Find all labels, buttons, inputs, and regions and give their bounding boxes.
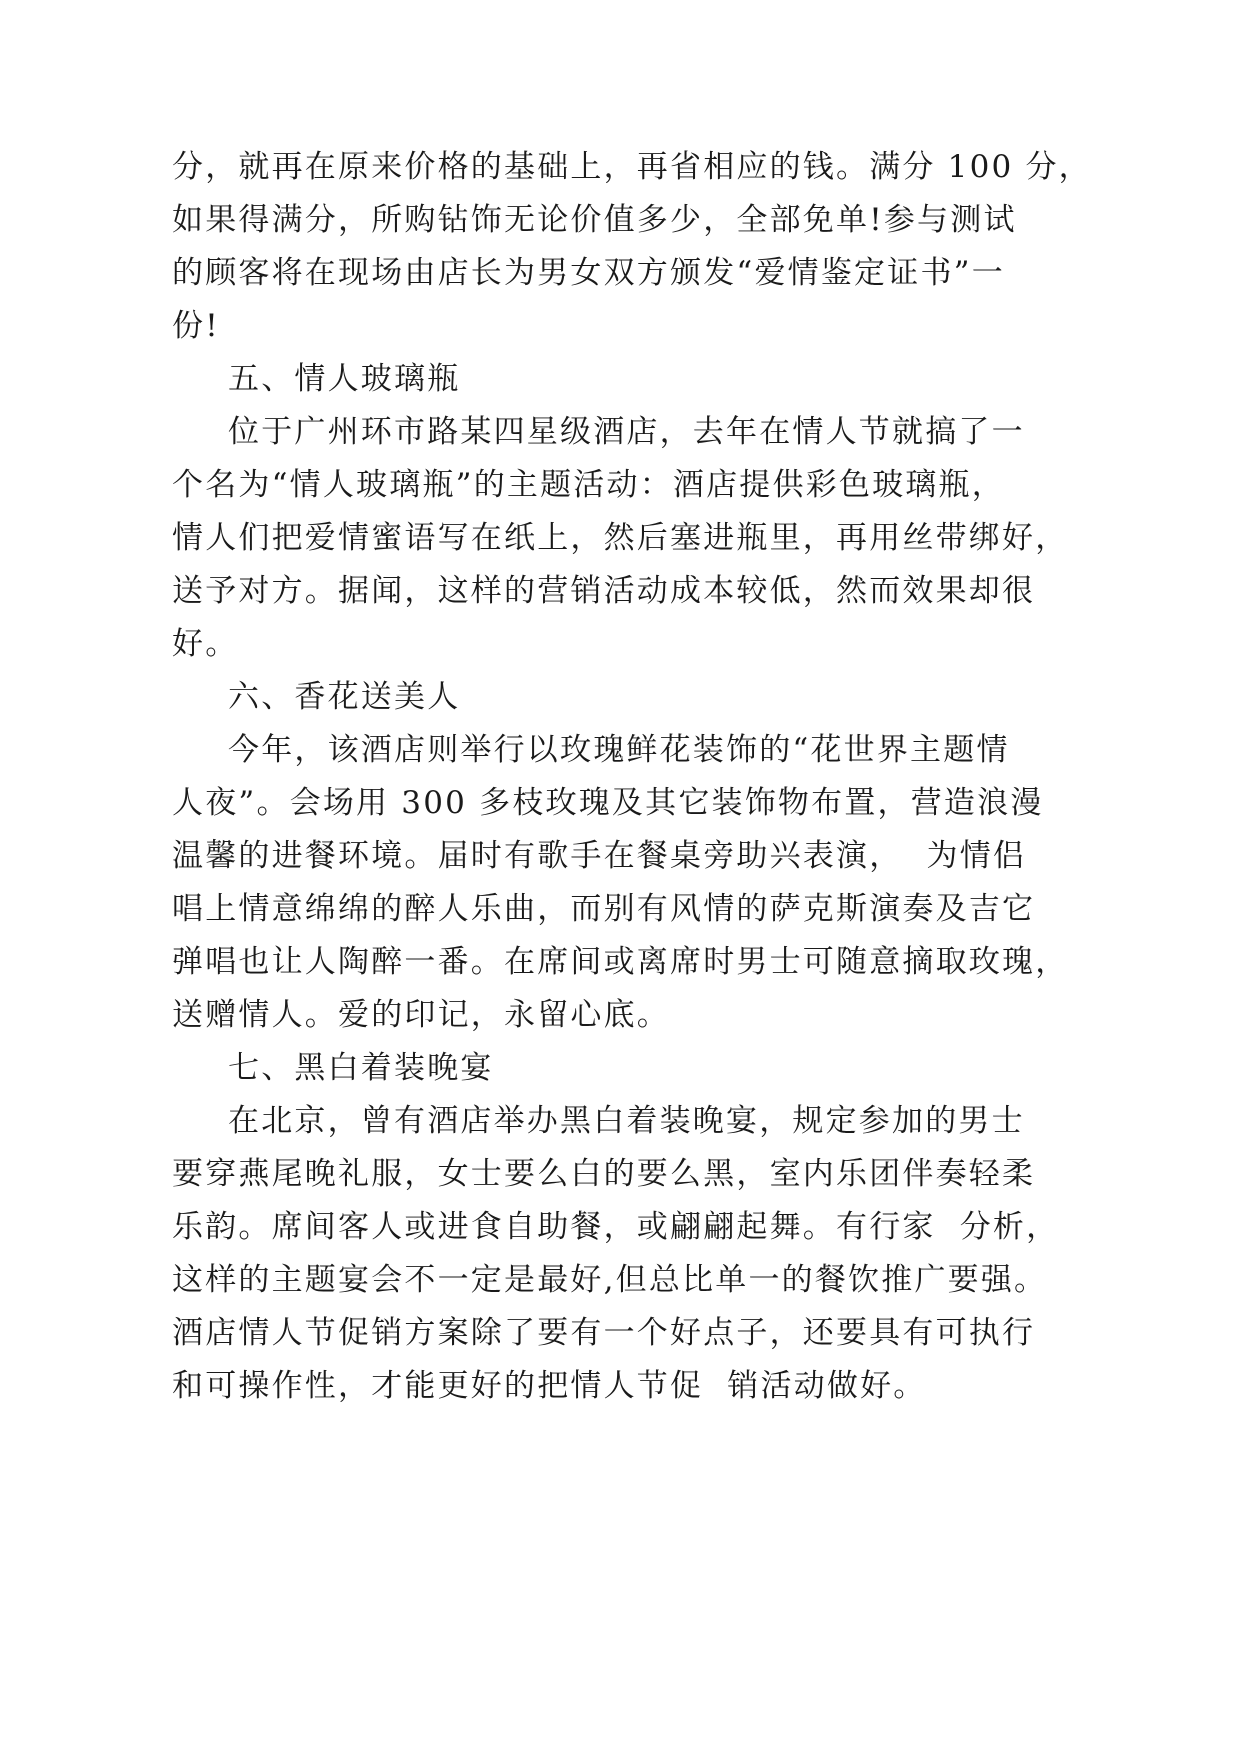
text-line: 的顾客将在现场由店长为男女双方颁发“爱情鉴定证书”一	[172, 255, 1005, 291]
text-line: 好。	[172, 626, 239, 662]
text-line: 送予对方。据闻，这样的营销活动成本较低，然而效果却很	[172, 573, 1036, 609]
text-line: 分，就再在原来价格的基础上，再省相应的钱。满分 100 分，	[172, 149, 1092, 185]
text-line: 位于广州环市路某四星级酒店，去年在情人节就搞了一	[228, 414, 1025, 450]
text-line: 送赠情人。爱的印记，永留心底。	[172, 997, 670, 1033]
section-heading: 五、情人玻璃瓶	[228, 361, 461, 397]
text-line: 个名为“情人玻璃瓶”的主题活动：酒店提供彩色玻璃瓶，	[172, 467, 1005, 503]
section-heading: 六、香花送美人	[228, 679, 461, 715]
text-line: 在北京，曾有酒店举办黑白着装晚宴，规定参加的男士	[228, 1103, 1025, 1139]
text-line: 乐韵。席间客人或进食自助餐，或翩翩起舞。有行家 分析，	[172, 1209, 1060, 1245]
text-line: 酒店情人节促销方案除了要有一个好点子，还要具有可执行	[172, 1315, 1036, 1351]
text-line: 人夜”。会场用 300 多枝玫瑰及其它装饰物布置，营造浪漫	[172, 785, 1044, 821]
text-line: 份!	[172, 308, 220, 344]
text-line: 这样的主题宴会不一定是最好,但总比单一的餐饮推广要强。	[172, 1262, 1048, 1298]
text-line: 弹唱也让人陶醉一番。在席间或离席时男士可随意摘取玫瑰，	[172, 944, 1069, 980]
text-line: 今年，该酒店则举行以玫瑰鲜花装饰的“花世界主题情	[228, 732, 1010, 768]
text-line: 唱上情意绵绵的醉人乐曲，而别有风情的萨克斯演奏及吉它	[172, 891, 1036, 927]
text-line: 温馨的进餐环境。届时有歌手在餐桌旁助兴表演， 为情侣	[172, 838, 1027, 874]
text-line: 如果得满分，所购钻饰无论价值多少，全部免单!参与测试	[172, 202, 1017, 238]
text-line: 要穿燕尾晚礼服，女士要么白的要么黑，室内乐团伴奏轻柔	[172, 1156, 1036, 1192]
section-heading: 七、黑白着装晚宴	[228, 1050, 494, 1086]
text-line: 情人们把爱情蜜语写在纸上，然后塞进瓶里，再用丝带绑好，	[172, 520, 1069, 556]
text-line: 和可操作性，才能更好的把情人节促 销活动做好。	[172, 1368, 927, 1404]
